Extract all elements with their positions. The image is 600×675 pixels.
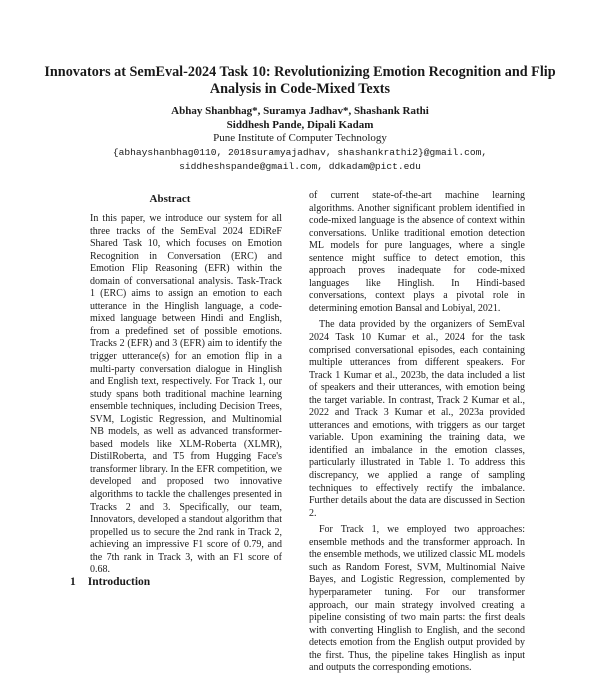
abstract-body	[90, 213, 282, 577]
paragraph-3: For Track 1, we employed two approaches: ensemble methods and the transformer approach. In the ensemble methods, we utilized classic ML models such as Random Forest, SVM, Multinomial Naive Bayes, and Logistic Regression, complemented by hyperparameter tuning. For our transformer approach, our main strategy involved creating a pipeline consisting of two main parts: the first deals with converting Hinglish to English, and the second detects emotion from the English output provided by the first. Thus, the pipeline takes Hinglish as input and outputs the corresponding emotions.	[309, 524, 525, 674]
abstract-heading: Abstract	[149, 193, 191, 205]
abstract-text: In this paper, we introduce our system for all three tracks of the SemEval 2024 EDiReF Shared Task 10, which focuses on Emotion Recognition in Conversation (ERC) and Emotion Flip Reasoning (EFR) within the domain of conversational analysis. Task-Track 1 (ERC) aims to assign an emotion to each utterance in the Hinglish language, a code-mixed language between Hindi and English, from a predefined set of possible emotions. Tracks 2 (EFR) and 3 (EFR) aim to identify the trigger utterance(s) for an emotion flip in a multi-party conversation dialogue in Hinglish and English text, respectively. For Track 1, our study spans both traditional machine learning ensemble techniques, including Decision Trees, SVM, Logistic Regression, and Multinomial NB models, as well as advanced transformer-based models like XLM-Roberta (XLMR), DistilRoberta, and T5 from Hugging Face's transformer library. In the EFR competition, we developed and proposed two innovative algorithms to tackle the challenges presented in Tracks 2 and 3. Specifically, our team, Innovators, developed a standout algorithm that propelled us to secure the 2nd rank in Track 2, achieving an impressive F1 score of 0.79, and the 7th rank in Track 3, with an F1 score of 0.68.	[90, 213, 282, 576]
authors-line-2: Siddhesh Pande, Dipali Kadam	[226, 119, 374, 131]
paragraph-1: of current state-of-the-art machine learning algorithms. Another significant problem identified in code-mixed language is the absence of context within conversations. Unlike traditional emotion detection ML models for pure languages, where a single sentence might suffice to detect emotion, this approach proves inadequate for code-mixed languages like Hinglish. In Hindi-based conversations, context plays a pivotal role in determining emotion Bansal and Lobiyal, 2021.	[309, 190, 525, 314]
paper-title: Innovators at SemEval-2024 Task 10: Revolutionizing Emotion Recognition and Flip Analysis in Code-Mixed Texts	[44, 64, 556, 97]
section-heading-introduction	[70, 576, 162, 588]
paragraph-2: The data provided by the organizers of SemEval 2024 Task 10 Kumar et al., 2024 for the task comprised conversational episodes, each containing multiple utterances from different speakers. For Track 1 Kumar et al., 2023b, the data included a list of speakers and their utterances, with emotion being the target variable. In contrast, Track 2 Kumar et al., 2022 and Track 3 Kumar et al., 2023a provided utterances and emotions, with triggers as our target variable. Upon examining the training data, we identified an imbalance in the emotion classes, particularly illustrated in Table 1. To address this discrepancy, we applied a range of sampling techniques to effectively rectify the imbalance. Further details about the data are discussed in Section 2.	[309, 319, 525, 519]
affiliation: Pune Institute of Computer Technology	[213, 132, 387, 144]
right-column	[309, 190, 525, 675]
authors-line-1: Abhay Shanbhag*, Suramya Jadhav*, Shashank Rathi	[171, 105, 429, 117]
author-list	[40, 104, 560, 132]
section-title: Introduction	[87, 576, 151, 588]
author-emails: {abhayshanbhag0110, 2018suramyajadhav, shashankrathi2}@gmail.com, siddheshspande@gmail.com, ddkadam@pict.edu	[112, 147, 488, 172]
section-number: 1	[70, 576, 76, 588]
